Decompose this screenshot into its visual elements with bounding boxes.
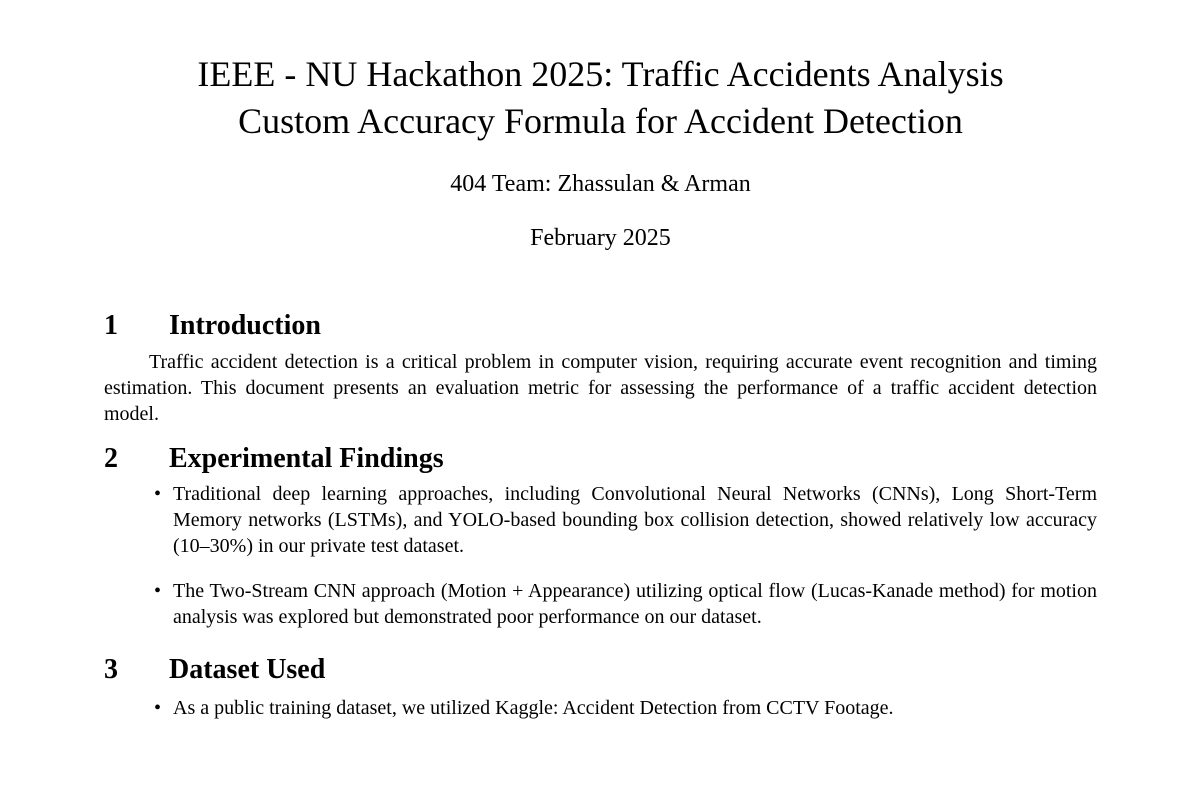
section-heading-experimental-findings: [104, 442, 1097, 476]
section-number: 1: [104, 310, 118, 341]
section-title: Introduction: [169, 310, 321, 341]
findings-list: [104, 481, 1097, 630]
paper-title: [104, 51, 1097, 145]
section-number: 3: [104, 654, 118, 685]
paper-date: February 2025: [530, 225, 671, 251]
section-heading-introduction: [104, 309, 1097, 343]
list-item-text: Traditional deep learning approaches, including Convolutional Neural Networks (CNNs), Long Short-Term Memory networks (LSTMs), and YOLO-based bounding box collision detection, showed relatively low accuracy (10–30%) in our private test dataset.: [173, 483, 1097, 557]
paper-title-line1: IEEE - NU Hackathon 2025: Traffic Accidents Analysis: [197, 54, 1004, 94]
section-title: Experimental Findings: [169, 443, 444, 474]
dataset-list: [104, 695, 1097, 721]
list-item-text: As a public training dataset, we utilized Kaggle: Accident Detection from CCTV Footage.: [173, 697, 894, 719]
list-item-text: The Two-Stream CNN approach (Motion + Appearance) utilizing optical flow (Lucas-Kanade method) for motion analysis was explored but demonstrated poor performance on our dataset.: [173, 580, 1097, 628]
list-item: [154, 695, 1097, 721]
section-experimental-findings: [104, 442, 1097, 630]
paper-author: 404 Team: Zhassulan & Arman: [450, 171, 751, 197]
section-number: 2: [104, 443, 118, 474]
list-item: [154, 481, 1097, 559]
title-block: [104, 51, 1097, 252]
section-introduction: [104, 309, 1097, 427]
bullet-icon: •: [154, 580, 162, 602]
bullet-icon: •: [154, 697, 162, 719]
bullet-icon: •: [154, 483, 162, 505]
section-dataset-used: [104, 653, 1097, 721]
paper-title-line2: Custom Accuracy Formula for Accident Detection: [238, 101, 963, 141]
introduction-paragraph: Traffic accident detection is a critical problem in computer vision, requiring accurate event recognition and timing estimation. This document presents an evaluation metric for assessing the performance of a traffic accident detection model.: [104, 351, 1097, 425]
paper-page: [0, 51, 1200, 802]
list-item: [154, 578, 1097, 630]
section-heading-dataset-used: [104, 653, 1097, 687]
section-title: Dataset Used: [169, 654, 326, 685]
